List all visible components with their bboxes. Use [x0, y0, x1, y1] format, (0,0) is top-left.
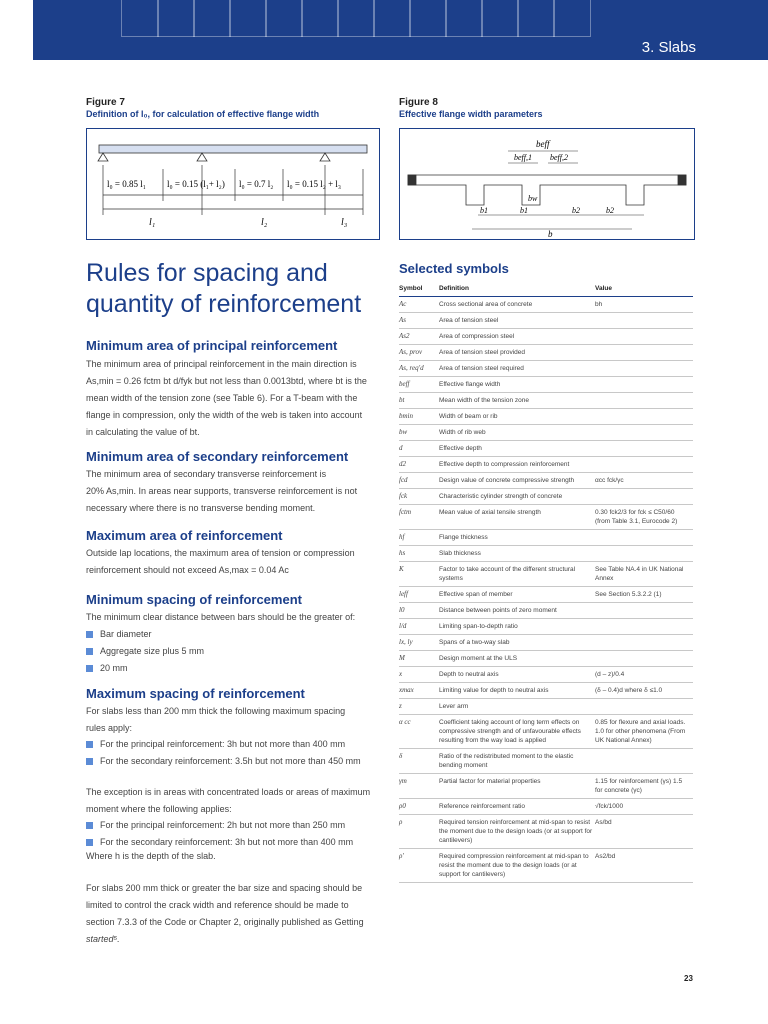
table-row: [399, 774, 693, 799]
bullet-item: [86, 646, 204, 656]
page-number: 23: [684, 974, 693, 983]
text-line: flange in compression, only the width of the web is taken into account: [86, 410, 363, 420]
definition-cell: Cross sectional area of concrete: [439, 297, 595, 313]
supports: [98, 153, 330, 161]
text-line: 20% As,min. In areas near supports, transverse reinforcement is not: [86, 486, 358, 496]
table-row: [399, 441, 693, 457]
symbol-cell: bt: [399, 393, 439, 409]
definition-cell: Effective span of member: [439, 587, 595, 603]
symbol-cell: hf: [399, 530, 439, 546]
table-row: [399, 683, 693, 699]
text-line: moment where the following applies:: [86, 804, 232, 814]
table-row: [399, 329, 693, 345]
header-decoration: [409, 0, 447, 37]
para-depth-note: Where h is the depth of the slab.: [86, 851, 216, 861]
col-definition: Definition: [439, 281, 595, 297]
symbol-cell: As2: [399, 329, 439, 345]
definition-cell: Area of tension steel provided: [439, 345, 595, 361]
definition-cell: Effective depth: [439, 441, 595, 457]
value-cell: [595, 749, 693, 774]
value-cell: [595, 651, 693, 667]
symbol-cell: As, prov: [399, 345, 439, 361]
para-max-spacing: [86, 703, 386, 737]
symbol-cell: δ: [399, 749, 439, 774]
value-cell: [595, 530, 693, 546]
value-cell: 1.15 for reinforcement (γs) 1.5 for concrete (γc): [595, 774, 693, 799]
header-decoration: [121, 0, 159, 37]
definition-cell: Width of rib web: [439, 425, 595, 441]
table-row: [399, 651, 693, 667]
table-row: [399, 667, 693, 683]
table-row: [399, 393, 693, 409]
segment-label-1: l₀ = 0.85 l₁: [107, 179, 146, 189]
text-line: limited to control the crack width and reference should be made to: [86, 900, 349, 910]
value-cell: (d – z)/0.4: [595, 667, 693, 683]
b-label: b: [548, 229, 553, 239]
table-row: [399, 489, 693, 505]
table-row: [399, 425, 693, 441]
heading-max-area: Maximum area of reinforcement: [86, 528, 283, 543]
symbol-cell: l0: [399, 603, 439, 619]
symbol-cell: As: [399, 313, 439, 329]
symbol-cell: x: [399, 667, 439, 683]
bullet-text: Bar diameter: [100, 629, 152, 639]
value-cell: √fck/1000: [595, 799, 693, 815]
chapter-header-band: [33, 0, 768, 60]
bw-label: bw: [528, 194, 538, 203]
symbol-cell: γm: [399, 774, 439, 799]
value-cell: [595, 377, 693, 393]
definition-cell: Lever arm: [439, 699, 595, 715]
definition-cell: Required tension reinforcement at mid-span to resist the moment due to the design loads (or at support for cantilevers): [439, 815, 595, 849]
definition-cell: Flange thickness: [439, 530, 595, 546]
figure7-diagram: [86, 128, 380, 240]
para-thick-slabs: [86, 880, 386, 948]
symbol-cell: Ac: [399, 297, 439, 313]
text-line: in calculating the value of bt.: [86, 427, 200, 437]
definition-cell: Mean value of axial tensile strength: [439, 505, 595, 530]
table-row: [399, 849, 693, 883]
header-decoration: [517, 0, 555, 37]
figure8-caption: Effective flange width parameters: [399, 109, 543, 119]
definition-cell: Characteristic cylinder strength of concrete: [439, 489, 595, 505]
definition-cell: Depth to neutral axis: [439, 667, 595, 683]
chapter-title: 3. Slabs: [641, 39, 696, 56]
symbol-cell: ρ': [399, 849, 439, 883]
definition-cell: Factor to take account of the different structural systems: [439, 562, 595, 587]
heading-min-spacing: Minimum spacing of reinforcement: [86, 592, 302, 607]
table-row: [399, 457, 693, 473]
value-cell: [595, 603, 693, 619]
value-cell: As2/bd: [595, 849, 693, 883]
table-header-row: [399, 281, 693, 297]
para-min-spacing: The minimum clear distance between bars should be the greater of:: [86, 612, 356, 622]
para-max-area: [86, 545, 386, 579]
para-exception: [86, 784, 386, 818]
beff2-label: beff,2: [550, 153, 568, 162]
table-row: [399, 473, 693, 489]
value-cell: [595, 425, 693, 441]
table-row: [399, 815, 693, 849]
definition-cell: Effective flange width: [439, 377, 595, 393]
bullet-square-icon: [86, 631, 93, 638]
dimension-lines: [472, 151, 644, 229]
bullet-text: For the secondary reinforcement: 3.5h but not more than 450 mm: [100, 756, 361, 766]
definition-cell: Area of tension steel required: [439, 361, 595, 377]
segment-label-3: l₀ = 0.7 l₂: [239, 179, 274, 189]
symbol-cell: M: [399, 651, 439, 667]
header-decoration: [157, 0, 195, 37]
symbol-cell: bmin: [399, 409, 439, 425]
symbol-cell: d2: [399, 457, 439, 473]
text-line: reinforcement should not exceed As,max = 0.04 Ac: [86, 565, 289, 575]
definition-cell: Partial factor for material properties: [439, 774, 595, 799]
bullet-text: Aggregate size plus 5 mm: [100, 646, 205, 656]
bullet-item: [86, 663, 128, 673]
table-row: [399, 345, 693, 361]
symbol-cell: As, req'd: [399, 361, 439, 377]
table-row: [399, 587, 693, 603]
table-row: [399, 361, 693, 377]
segment-label-2: l₀ = 0.15 (l₁+ l₂): [167, 179, 225, 189]
continuous-beam: [99, 145, 367, 153]
figure8-label: Figure 8: [399, 97, 438, 108]
bullet-text: For the principal reinforcement: 3h but not more than 400 mm: [100, 739, 346, 749]
symbol-cell: fctm: [399, 505, 439, 530]
col-symbol: Symbol: [399, 281, 439, 297]
bullet-item: [86, 629, 152, 639]
symbol-cell: d: [399, 441, 439, 457]
bullet-item: [86, 756, 361, 766]
table-row: [399, 377, 693, 393]
bullet-square-icon: [86, 822, 93, 829]
heading-max-spacing: Maximum spacing of reinforcement: [86, 686, 305, 701]
segment-dividers: [103, 165, 363, 215]
text-line: For slabs 200 mm thick or greater the bar size and spacing should be: [86, 883, 363, 893]
span-label-1: l₁: [149, 217, 156, 228]
page-title: [86, 258, 386, 320]
col-value: Value: [595, 281, 693, 297]
table-row: [399, 546, 693, 562]
bullet-square-icon: [86, 839, 93, 846]
definition-cell: Limiting span-to-depth ratio: [439, 619, 595, 635]
symbol-cell: K: [399, 562, 439, 587]
value-cell: [595, 313, 693, 329]
value-cell: [595, 619, 693, 635]
value-cell: [595, 409, 693, 425]
table-row: [399, 715, 693, 749]
definition-cell: Area of tension steel: [439, 313, 595, 329]
definition-cell: Mean width of the tension zone: [439, 393, 595, 409]
symbol-cell: beff: [399, 377, 439, 393]
symbol-cell: fcd: [399, 473, 439, 489]
text-line: For slabs less than 200 mm thick the following maximum spacing: [86, 706, 346, 716]
b2-label-left: b2: [572, 206, 580, 215]
para-min-secondary: [86, 466, 386, 517]
value-cell: bh: [595, 297, 693, 313]
figure8-diagram: [399, 128, 695, 240]
header-decoration: [445, 0, 483, 37]
header-decoration: [229, 0, 267, 37]
symbol-cell: fck: [399, 489, 439, 505]
definition-cell: Spans of a two-way slab: [439, 635, 595, 651]
definition-cell: Coefficient taking account of long term effects on compressive strength and of unfavourable effects resulting from the way load is applied: [439, 715, 595, 749]
table-row: [399, 749, 693, 774]
header-decoration: [481, 0, 519, 37]
value-cell: 0.30 fck2/3 for fck ≤ C50/60 (from Table 3.1, Eurocode 2): [595, 505, 693, 530]
beff1-label: beff,1: [514, 153, 532, 162]
definition-cell: Effective depth to compression reinforcement: [439, 457, 595, 473]
bullet-text: For the principal reinforcement: 2h but not more than 250 mm: [100, 820, 346, 830]
b2-label-right: b2: [606, 206, 614, 215]
value-cell: [595, 441, 693, 457]
text-line: necessary where there is no transverse bending moment.: [86, 503, 316, 513]
symbol-cell: lx, ly: [399, 635, 439, 651]
value-cell: αcc fck/γc: [595, 473, 693, 489]
value-cell: [595, 457, 693, 473]
symbol-cell: hs: [399, 546, 439, 562]
value-cell: [595, 635, 693, 651]
beff-label: beff: [536, 139, 550, 149]
symbols-heading: Selected symbols: [399, 261, 509, 276]
bullet-square-icon: [86, 665, 93, 672]
table-row: [399, 505, 693, 530]
value-cell: As/bd: [595, 815, 693, 849]
symbol-cell: l/d: [399, 619, 439, 635]
table-row: [399, 635, 693, 651]
span-label-3: l₃: [341, 217, 348, 228]
table-row: [399, 619, 693, 635]
para-min-principal: [86, 356, 386, 441]
t-beam-section: [408, 175, 686, 205]
text-line: The minimum area of secondary transverse reinforcement is: [86, 469, 327, 479]
value-cell: [595, 546, 693, 562]
table-row: [399, 313, 693, 329]
header-decoration: [337, 0, 375, 37]
value-cell: See Section 5.3.2.2 (1): [595, 587, 693, 603]
heading-min-principal: Minimum area of principal reinforcement: [86, 338, 338, 353]
symbols-table: [399, 281, 693, 883]
definition-cell: Design moment at the ULS: [439, 651, 595, 667]
symbols-table-body: [399, 297, 693, 883]
heading-min-secondary: Minimum area of secondary reinforcement: [86, 449, 349, 464]
definition-cell: Design value of concrete compressive strength: [439, 473, 595, 489]
b1-label-right: b1: [520, 206, 528, 215]
bullet-text: For the secondary reinforcement: 3h but not more than 400 mm: [100, 837, 354, 847]
header-decoration: [265, 0, 303, 37]
text-line: The exception is in areas with concentrated loads or areas of maximum: [86, 787, 371, 797]
definition-cell: Width of beam or rib: [439, 409, 595, 425]
value-cell: See Table NA.4 in UK National Annex: [595, 562, 693, 587]
header-decoration: [553, 0, 591, 37]
header-decoration: [193, 0, 231, 37]
value-cell: [595, 329, 693, 345]
definition-cell: Slab thickness: [439, 546, 595, 562]
value-cell: [595, 345, 693, 361]
text-line: The minimum area of principal reinforcement in the main direction is: [86, 359, 357, 369]
bullet-square-icon: [86, 758, 93, 765]
definition-cell: Limiting value for depth to neutral axis: [439, 683, 595, 699]
bullet-item: [86, 837, 353, 847]
bullet-text: 20 mm: [100, 663, 128, 673]
table-row: [399, 562, 693, 587]
text-line: section 7.3.3 of the Code or Chapter 2, originally published as Getting: [86, 917, 364, 927]
figure7-label: Figure 7: [86, 97, 125, 108]
figure7-caption: Definition of l₀, for calculation of effective flange width: [86, 109, 320, 119]
symbol-cell: α cc: [399, 715, 439, 749]
value-cell: (δ – 0.4)d where δ ≤1.0: [595, 683, 693, 699]
table-row: [399, 603, 693, 619]
table-row: [399, 297, 693, 313]
symbol-cell: ρ0: [399, 799, 439, 815]
value-cell: [595, 699, 693, 715]
table-row: [399, 799, 693, 815]
b1-label-left: b1: [480, 206, 488, 215]
definition-cell: Reference reinforcement ratio: [439, 799, 595, 815]
bullet-square-icon: [86, 741, 93, 748]
definition-cell: Area of compression steel: [439, 329, 595, 345]
table-row: [399, 409, 693, 425]
table-row: [399, 699, 693, 715]
definition-cell: Distance between points of zero moment: [439, 603, 595, 619]
title-line: quantity of reinforcement: [86, 290, 362, 318]
text-line: As,min = 0.26 fctm bt d/fyk but not less than 0.0013btd, where bt is the: [86, 376, 367, 386]
symbol-cell: xmax: [399, 683, 439, 699]
title-line: Rules for spacing and: [86, 259, 328, 287]
text-line: mean width of the tension zone (see Table 6). For a T-beam with the: [86, 393, 358, 403]
value-cell: [595, 489, 693, 505]
header-decoration: [301, 0, 339, 37]
value-cell: [595, 393, 693, 409]
definition-cell: Ratio of the redistributed moment to the elastic bending moment: [439, 749, 595, 774]
text-line: Outside lap locations, the maximum area of tension or compression: [86, 548, 355, 558]
bullet-square-icon: [86, 648, 93, 655]
bullet-item: [86, 820, 345, 830]
header-decoration: [373, 0, 411, 37]
symbol-cell: leff: [399, 587, 439, 603]
value-cell: 0.85 for flexure and axial loads. 1.0 for other phenomena (From UK National Annex): [595, 715, 693, 749]
span-label-2: l₂: [261, 217, 268, 228]
symbol-cell: ρ: [399, 815, 439, 849]
segment-label-4: l₀ = 0.15 l₂ + l₃: [287, 179, 342, 189]
table-row: [399, 530, 693, 546]
text-line: rules apply:: [86, 723, 133, 733]
bullet-item: [86, 739, 345, 749]
symbol-cell: bw: [399, 425, 439, 441]
text-line: started⁵.: [86, 934, 120, 944]
value-cell: [595, 361, 693, 377]
symbol-cell: z: [399, 699, 439, 715]
definition-cell: Required compression reinforcement at mid-span to resist the moment due to the design loads (or at support for cantilevers): [439, 849, 595, 883]
